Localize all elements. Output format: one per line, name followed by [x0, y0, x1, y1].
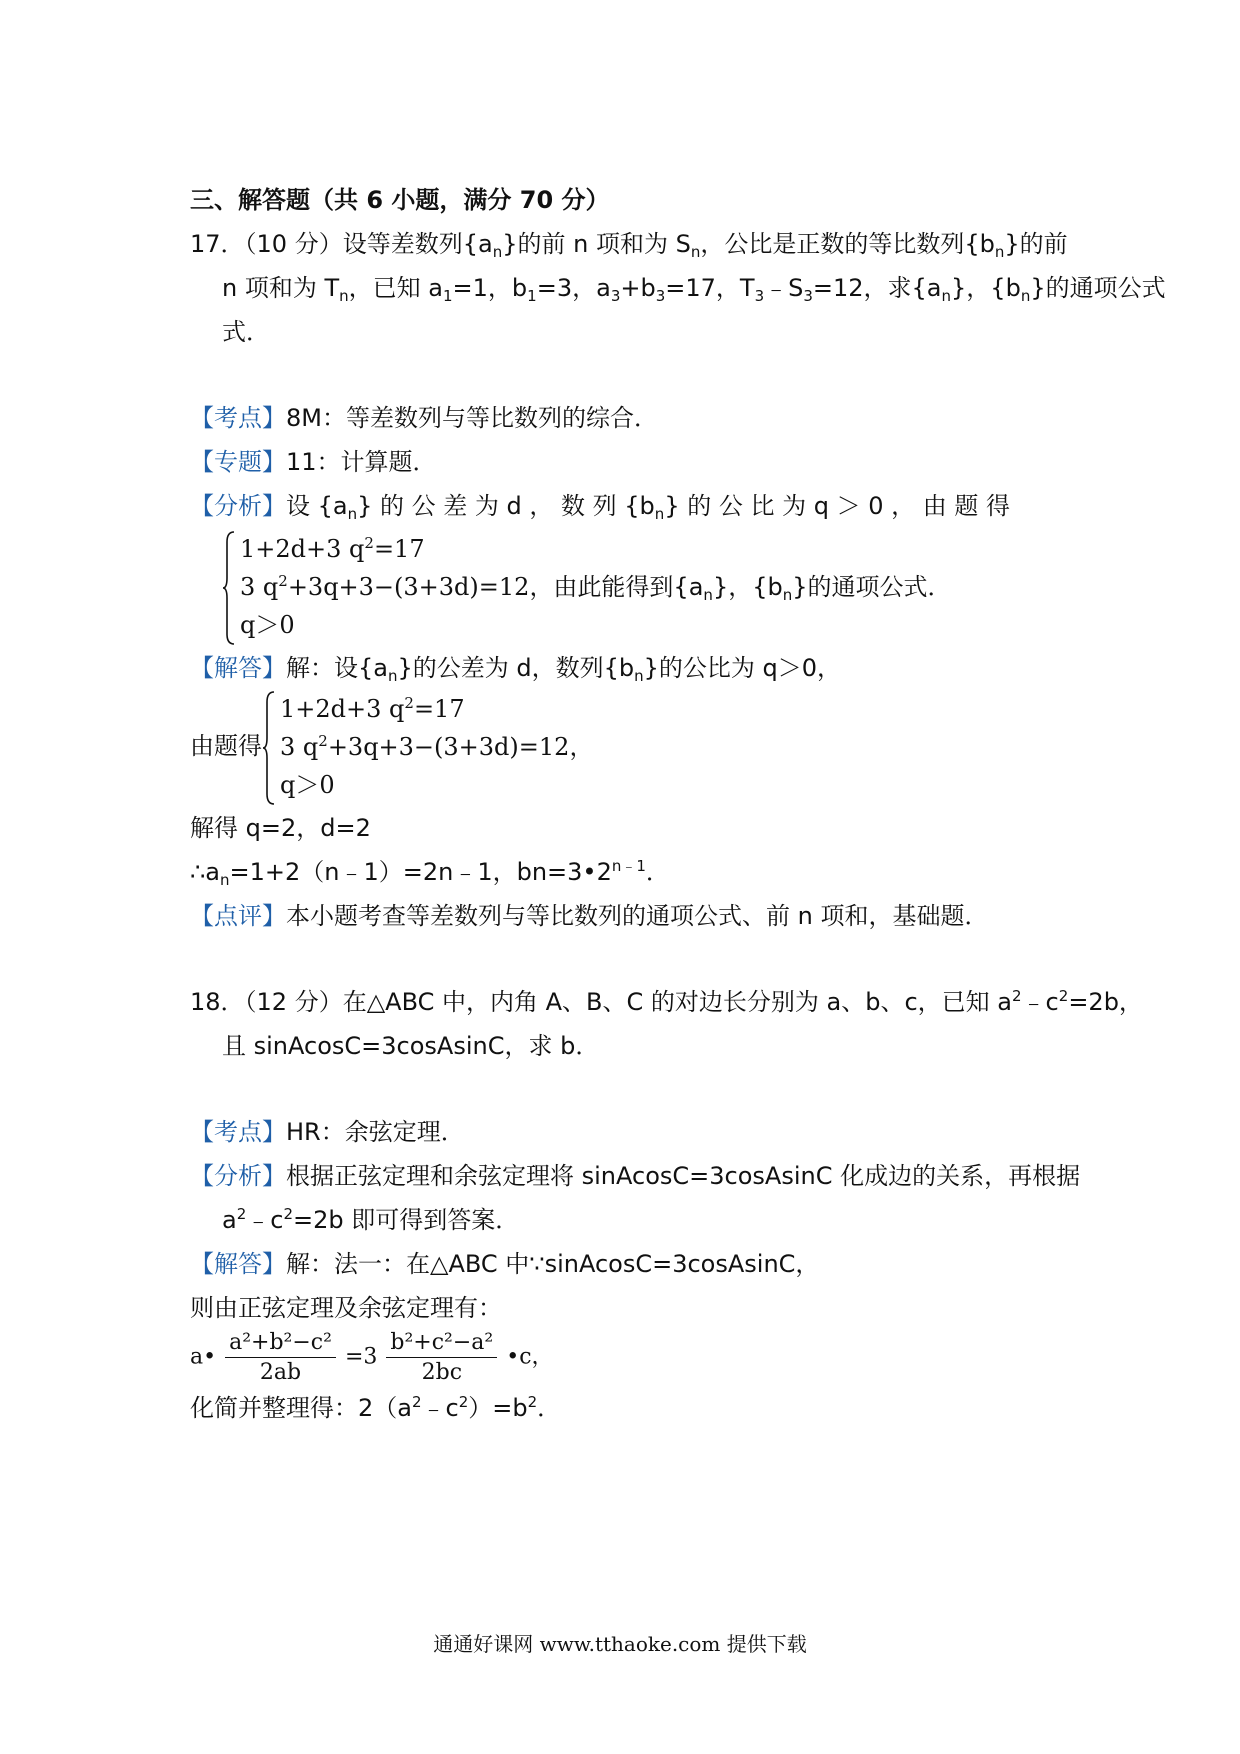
q18-fenxi-line2: $a^2﹣c^2=2b$ 即可得到答案．	[222, 1205, 520, 1234]
left-brace-icon	[262, 690, 276, 806]
fraction-1: $\frac{\text{a²+b²−c²}}{2ab}$	[225, 1330, 336, 1385]
q17-jieda-line1: 【解答】解：设$\{a_n\}$的公差为 d，数列$\{b_n\}$的公比为 q＞0，	[190, 654, 842, 685]
q17-solve: 解得 q=2，d=2	[190, 814, 371, 842]
zhuanti-tag: 【专题】	[190, 448, 286, 476]
fraction-2: $\frac{\text{b²+c²−a²}}{2bc}$	[386, 1330, 497, 1385]
q17-zhuanti: 【专题】11：计算题．	[190, 448, 437, 476]
system-row-1: 1+2d+3 $q^2=17$	[240, 534, 425, 563]
left-brace-icon	[222, 530, 236, 646]
q18-stem-line1: 18．（12 分）在△ABC 中，内角 A、B、C 的对边长分别为 a、b、c，已知 $a^2﹣c^2=2b$，	[190, 987, 1143, 1016]
q18-kaodian: 【考点】HR：余弦定理．	[190, 1118, 465, 1146]
q18-simplify: 化简并整理得：$2(a^2﹣c^2)=b^2$．	[190, 1393, 562, 1422]
q17-therefore: $\therefore a_n=1+2(n﹣1)=2n﹣1$，$bn=3•2^{n﹣1}$．	[190, 857, 670, 889]
page-footer: 通通好课网 www.tthaoke.com 提供下载	[433, 1632, 807, 1656]
system-row-2: 3 $q^2+3q+3-(3+3d)=12$，由此能得到$\{a_n\}$，$\{b_n\}$的通项公式．	[240, 572, 952, 604]
q17-stem-line2: n 项和为 $T_n$，已知 $a_1=1$，$b_1=3$，$a_3+b_3=17$，$T_3﹣S_3=12$，求$\{a_n\}$，$\{b_n\}$的通项公式	[222, 274, 1166, 305]
q18-jieda-line1: 【解答】解：法一：在△ABC 中∵sinAcosC=3cosAsinC，	[190, 1250, 820, 1278]
q17-stem-line1: 17．（10 分）设等差数列$\{a_n\}$的前 n 项和为 $S_n$，公比是正数的等比数列$\{b_n\}$的前	[190, 230, 1068, 261]
q17-fenxi-line1: 【分析】设 $\{a_n\}$ 的 公 差 为 d ， 数 列 $\{b_n\}$ 的 公 比 为 q ＞ 0 ， 由 题 得	[190, 492, 1011, 523]
section-heading: 三、解答题（共 6 小题，满分 70 分）	[190, 186, 610, 214]
q17-dianping: 【点评】本小题考查等差数列与等比数列的通项公式、前 n 项和，基础题．	[190, 902, 989, 930]
system-row-3: q＞0	[240, 611, 295, 639]
q18-jieda-line2: 则由正弦定理及余弦定理有：	[190, 1294, 502, 1322]
jieda-tag: 【解答】	[190, 654, 286, 682]
kaodian-tag: 【考点】	[190, 404, 286, 432]
q17-jieda-prefix: 由题得	[190, 732, 262, 760]
dianping-tag: 【点评】	[190, 902, 286, 930]
q17-jieda-equation-system: 1+2d+3 $q^2=17$ 3 $q^2+3q+3-(3+3d)=12$， q＞0	[262, 690, 762, 806]
fenxi-tag: 【分析】	[190, 492, 286, 520]
q17-stem-line3: 式．	[222, 318, 270, 346]
q17-kaodian: 【考点】8M：等差数列与等比数列的综合．	[190, 404, 658, 432]
q17-fenxi-equation-system	[222, 530, 952, 646]
q18-cosine-equation: a• $\frac{\text{a²+b²−c²}}{2ab}$ =3 $\frac{\text{b²+c²−a²}}{2bc}$ •c，	[190, 1330, 554, 1385]
q18-stem-line2: 且 sinAcosC=3cosAsinC，求 b．	[222, 1032, 600, 1060]
q18-fenxi-line1: 【分析】根据正弦定理和余弦定理将 sinAcosC=3cosAsinC 化成边的关系，再根据	[190, 1162, 1081, 1190]
